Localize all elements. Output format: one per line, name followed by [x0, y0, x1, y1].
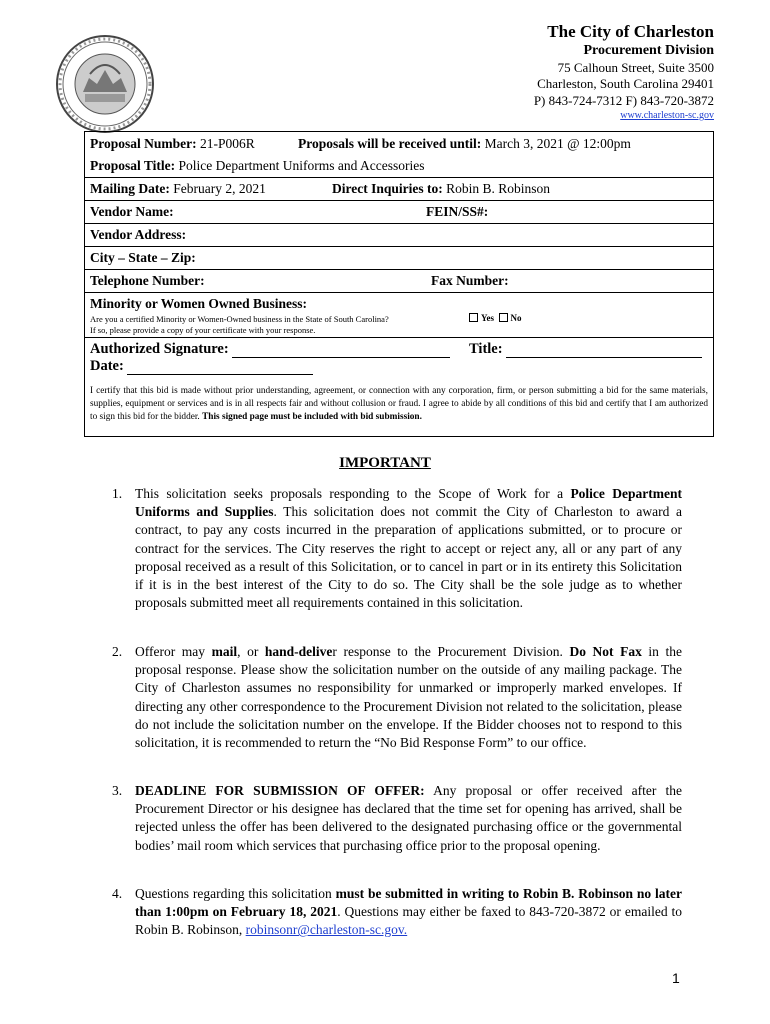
mailing-date-row — [85, 178, 713, 201]
yes-no-options — [469, 313, 522, 323]
certification-text — [90, 385, 708, 424]
item-text: , or — [237, 644, 265, 659]
proposal-form — [84, 131, 714, 437]
vendor-name-row[interactable] — [85, 201, 713, 224]
vendor-name-label: Vendor Name: — [90, 204, 174, 219]
no-label: No — [510, 313, 522, 323]
website-link[interactable]: www.charleston-sc.gov — [620, 110, 714, 121]
item-text: r response to the Procurement Division. — [332, 644, 570, 659]
item-number: 3. — [112, 783, 123, 798]
proposal-number-label: Proposal Number: — [90, 136, 197, 151]
page-number: 1 — [672, 970, 680, 986]
title-label: Title: — [469, 341, 503, 357]
minority-label: Minority or Women Owned Business: — [90, 296, 308, 311]
proposal-title-label: Proposal Title: — [90, 158, 176, 173]
item-text: . Questions may either be faxed to 843-720-3872 or emailed to Robin B. Robinson, — [135, 904, 682, 938]
division-name: Procurement Division — [583, 43, 714, 58]
received-until-label: Proposals will be received until: — [298, 136, 482, 151]
item-number: 4. — [112, 886, 123, 901]
item-bold-text: DEADLINE FOR SUBMISSION OF OFFER: — [135, 783, 425, 798]
telephone-label: Telephone Number: — [90, 273, 205, 288]
address-line-1: 75 Calhoun Street, Suite 3500 — [557, 60, 714, 75]
item-number: 2. — [112, 644, 123, 659]
list-item — [112, 485, 682, 612]
received-until: March 3, 2021 @ 12:00pm — [484, 136, 631, 151]
fax-label: Fax Number: — [431, 273, 509, 288]
list-item — [112, 643, 682, 752]
vendor-address-row[interactable] — [85, 224, 713, 247]
city-state-zip-label: City – State – Zip: — [90, 250, 196, 265]
address-line-2: Charleston, South Carolina 29401 — [537, 76, 714, 91]
item-bold-text: mail — [211, 644, 238, 659]
inquiries-label: Direct Inquiries to: — [332, 181, 443, 196]
mailing-date-label: Mailing Date: — [90, 181, 170, 196]
item-text: Any proposal or offer received after the Procurement Director or his designee has declared that the time set for opening has arrived, shall be rejected unless the offer has been delivered to the designated purchasing office or the governmental bodies’ mail room which services that purchasing office prior to the proposal opening. — [135, 783, 682, 853]
fein-label: FEIN/SS#: — [426, 204, 489, 219]
title-line[interactable] — [506, 343, 702, 358]
city-state-zip-row[interactable] — [85, 247, 713, 270]
checkbox-icon[interactable] — [469, 313, 478, 322]
vendor-address-label: Vendor Address: — [90, 227, 187, 242]
signature-line[interactable] — [232, 343, 450, 358]
item-bold-text: Police Department Uniforms and Supplies — [135, 486, 682, 520]
city-seal-icon — [55, 34, 155, 134]
telephone-row[interactable] — [85, 270, 713, 293]
date-line[interactable] — [127, 360, 313, 375]
date-label: Date: — [90, 358, 124, 374]
minority-question: Are you a certified Minority or Women-Owned business in the State of South Carolina? — [90, 314, 389, 324]
signature-label: Authorized Signature: — [90, 341, 229, 357]
item-number: 1. — [112, 486, 123, 501]
minority-note: If so, please provide a copy of your certificate with your response. — [90, 325, 316, 335]
certification-requirement: This signed page must be included with bid submission. — [202, 412, 422, 422]
item-text: in the proposal response. Please show the solicitation number on the outside of any mailing package. The City of Charleston assumes no responsibility for unmarked or improperly marked envelopes. If directing any other correspondence to the Procurement Division not related to the solicitation, please do not include the solicitation number on the envelope. If the Bidder chooses not to respond to this solicitation, it is recommended to return the “No Bid Response Form” to our office. — [135, 644, 682, 751]
inquiries-contact: Robin B. Robinson — [446, 181, 551, 196]
proposal-number: 21-P006R — [200, 136, 255, 151]
item-text: This solicitation seeks proposals responding to the Scope of Work for a — [135, 486, 571, 501]
checkbox-icon[interactable] — [499, 313, 508, 322]
yes-label: Yes — [481, 313, 494, 323]
item-bold-text: Do Not Fax — [569, 644, 642, 659]
list-item — [112, 782, 682, 855]
item-text: . This solicitation does not commit the City of Charleston to award a contract, to pay any costs incurred in the preparation of applications submitted, or to procure or contract for the services. The City reserves the right to accept or reject any, all or any part of any proposal received as a result of this Solicitation, or to cancel in part or in its entirety this Solicitation if it is in the best interest of the City to do so. The City shall be the sole judge as to whether proposals submitted meet all requirements contained in this solicitation. — [135, 504, 682, 611]
item-text: Questions regarding this solicitation — [135, 886, 336, 901]
item-text: Offeror may — [135, 644, 212, 659]
list-item — [112, 885, 682, 940]
proposal-number-row — [85, 132, 713, 157]
proposal-title: Police Department Uniforms and Accessories — [178, 158, 425, 173]
proposal-title-row — [85, 157, 713, 178]
item-bold-text: hand-delive — [264, 644, 333, 659]
org-title: The City of Charleston — [547, 22, 714, 41]
certification-body: I certify that this bid is made without prior understanding, agreement, or connection with any corporation, firm, or person submitting a bid for the same materials, supplies, equipment or services and is in all respects fair and without collusion or fraud. I agree to abide by all conditions of this bid and certify that I am authorized to sign this bid for the bidder. — [90, 386, 708, 422]
mailing-date: February 2, 2021 — [173, 181, 266, 196]
phone-fax-line: P) 843-724-7312 F) 843-720-3872 — [533, 93, 714, 108]
important-heading: IMPORTANT — [339, 455, 431, 471]
email-link[interactable]: robinsonr@charleston-sc.gov. — [245, 922, 408, 938]
item-bold-text: must be submitted in writing to Robin B. Robinson no later than 1:00pm on February 18, 2021 — [135, 886, 682, 920]
minority-business-row — [85, 293, 713, 338]
